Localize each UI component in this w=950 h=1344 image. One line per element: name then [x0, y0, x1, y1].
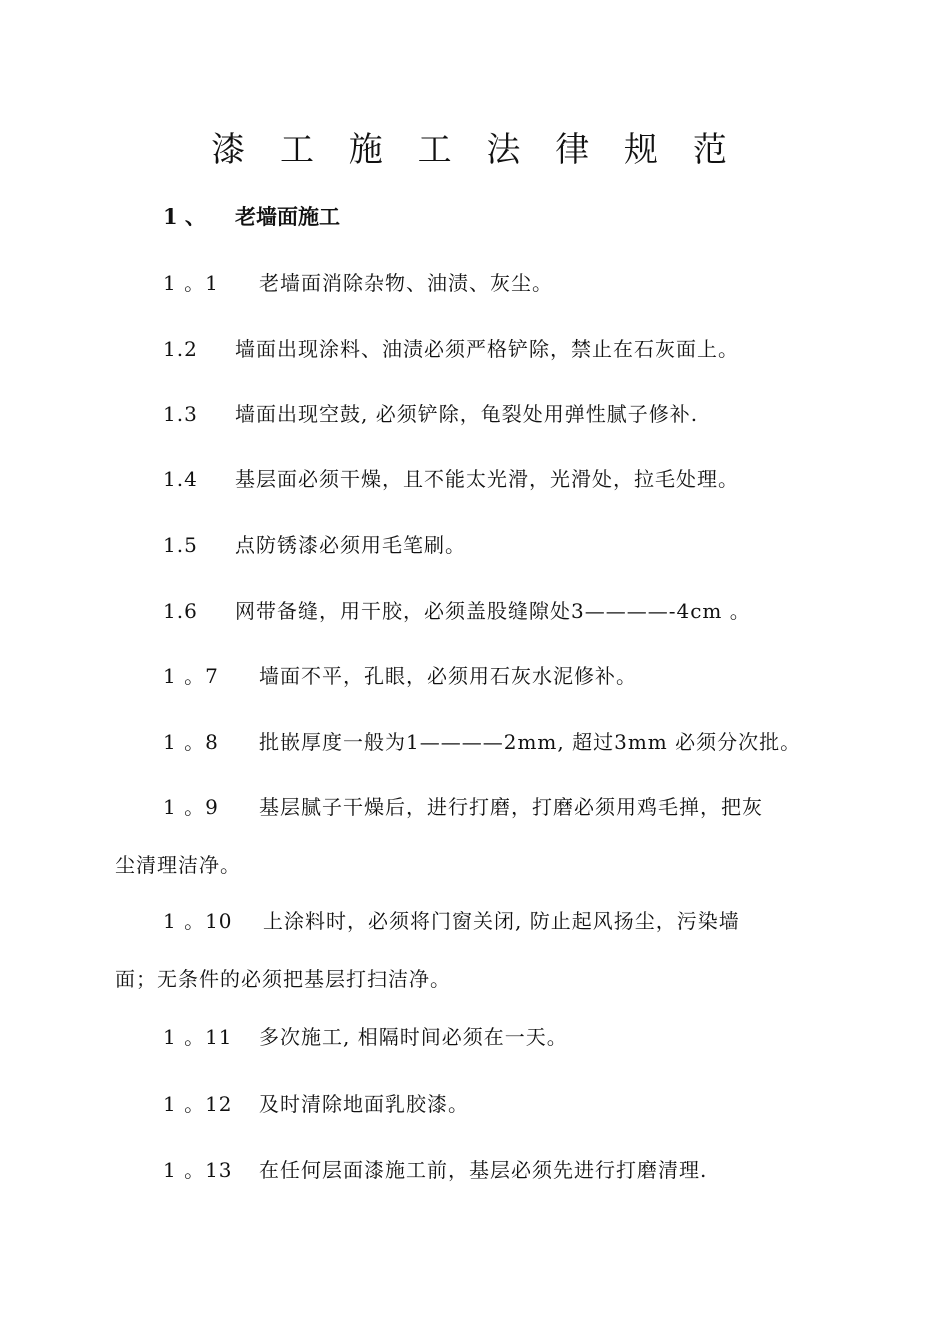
item-number: 1 。10	[163, 909, 233, 933]
item-text: 上涂料时，必须将门窗关闭, 防止起风扬尘，污染墙	[263, 909, 740, 933]
item-text: 基层面必须干燥，且不能太光滑，光滑处，拉毛处理。	[235, 467, 739, 491]
item-text: 基层腻子干燥后，进行打磨，打磨必须用鸡毛掸，把灰	[259, 795, 763, 819]
list-item	[163, 1022, 568, 1052]
section-heading	[163, 202, 340, 232]
list-item	[163, 334, 739, 364]
item-text: 在任何层面漆施工前，基层必须先进行打磨清理.	[259, 1158, 708, 1182]
item-number: 1 。13	[163, 1158, 233, 1182]
item-text-continued: 面；无条件的必须把基层打扫洁净。	[115, 967, 451, 991]
page-title: 漆 工 施 工 法 律 规 范	[211, 130, 739, 170]
list-item	[163, 596, 751, 626]
item-number: 1 。9	[163, 795, 219, 819]
item-text: 老墙面消除杂物、油渍、灰尘。	[259, 271, 553, 295]
item-text: 及时清除地面乳胶漆。	[259, 1092, 469, 1116]
item-text: 网带备缝，用干胶，必须盖股缝隙处3————-4cm 。	[235, 599, 751, 623]
item-number: 1 。7	[163, 664, 219, 688]
list-item	[163, 1155, 707, 1185]
item-text: 点防锈漆必须用毛笔刷。	[235, 533, 466, 557]
item-number: 1.2	[163, 337, 198, 361]
list-item	[163, 727, 801, 757]
list-item	[163, 1089, 469, 1119]
item-text: 墙面出现空鼓, 必须铲除，龟裂处用弹性腻子修补.	[235, 402, 699, 426]
section-number: 1 、	[163, 204, 206, 229]
item-number: 1.5	[163, 533, 198, 557]
item-text-continued: 尘清理洁净。	[115, 853, 241, 877]
list-item	[163, 464, 739, 494]
item-text: 墙面出现涂料、油渍必须严格铲除，禁止在石灰面上。	[235, 337, 739, 361]
list-item	[163, 399, 698, 429]
item-number: 1 。8	[163, 730, 219, 754]
item-number: 1.6	[163, 599, 198, 623]
list-item	[115, 906, 840, 994]
item-number: 1 。11	[163, 1025, 233, 1049]
list-item	[163, 661, 637, 691]
item-number: 1 。1	[163, 271, 219, 295]
list-item	[163, 530, 466, 560]
item-number: 1 。12	[163, 1092, 233, 1116]
section-title: 老墙面施工	[235, 204, 340, 229]
item-text: 墙面不平，孔眼，必须用石灰水泥修补。	[259, 664, 637, 688]
list-item	[163, 268, 553, 298]
item-text: 批嵌厚度一般为1————2mm, 超过3mm 必须分次批。	[259, 730, 802, 754]
item-number: 1.4	[163, 467, 198, 491]
list-item	[115, 792, 840, 880]
item-number: 1.3	[163, 402, 198, 426]
item-text: 多次施工, 相隔时间必须在一天。	[259, 1025, 568, 1049]
